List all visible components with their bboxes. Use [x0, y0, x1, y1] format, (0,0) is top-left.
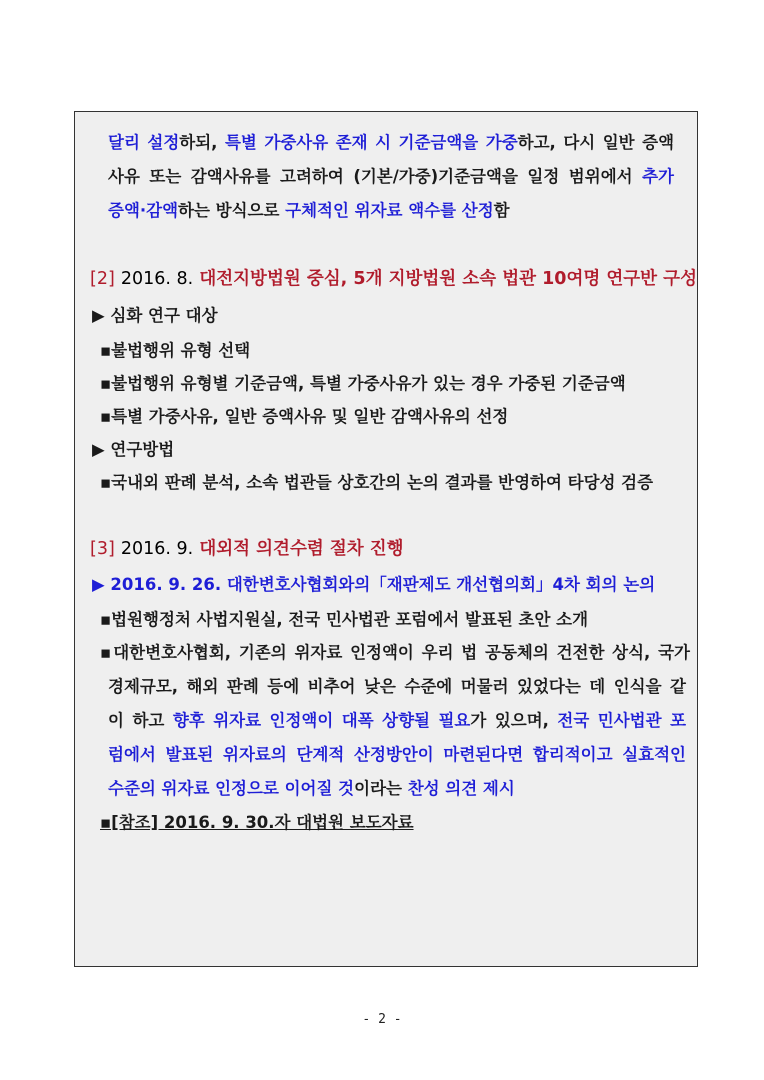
s1-l3-b: 하는 방식으로: [178, 201, 286, 220]
s3-p-l3-c: 가 있으며,: [470, 711, 558, 730]
s3-p-l2: 경제규모, 해외 판례 등에 비추어 낮은 수준에 머물러 있었다는 데 인식을 같: [108, 677, 686, 696]
s1-line-1: [108, 132, 674, 154]
s1-l3-a: 증액·감액: [108, 201, 179, 220]
s1-l3-d: 함: [493, 201, 510, 220]
s1-l2-b: 추가: [642, 167, 674, 186]
s3-date: 2016. 9.: [120, 539, 194, 559]
page-number: - 2 -: [362, 1012, 402, 1027]
s3-p-l4-a: 럼에서 발표된 위자료의 단계적 산정방안이 마련된다면 합리적이고 실효적인: [108, 745, 686, 764]
s3-p-l1: ▪대한변호사협회, 기존의 위자료 인정액이 우리 법 공동체의 건전한 상식, 국가: [100, 643, 690, 662]
s3-p-l3-d: 전국 민사법관 포: [557, 711, 687, 730]
s3-p-l5-a: 수준의 위자료 인정으로 이어질 것: [108, 779, 355, 798]
s2-number: [2]: [90, 269, 115, 289]
s1-l3-c: 구체적인 위자료 액수를 산정: [285, 201, 494, 220]
s3-list-item: ▪법원행정처 사법지원실, 전국 민사법관 포럼에서 발표된 초안 소개: [100, 610, 589, 629]
s3-para-line-2: [108, 676, 686, 698]
s3-para-line-5: [108, 778, 515, 800]
s3-p-l5-b: 이라는: [354, 779, 408, 798]
s3-para-line-3: [108, 710, 686, 732]
s3-p-l5-c: 찬성 의견 제시: [407, 779, 515, 798]
s3-p-l3-a: 이 하고: [108, 711, 173, 730]
s1-l1-a: 달리 설정: [108, 133, 180, 152]
s3-title: 대외적 의견수렴 절차 진행: [199, 539, 404, 559]
s1-l1-d: 하고, 다시 일반 증액: [517, 133, 675, 152]
s2-title: 대전지방법원 중심, 5개 지방법원 소속 법관 10여명 연구반 구성: [199, 269, 697, 289]
s3-number: [3]: [90, 539, 115, 559]
s2-subheading-2: ▶ 연구방법: [92, 440, 175, 459]
s2-subheading-1: ▶ 심화 연구 대상: [92, 306, 218, 325]
s3-para-line-4: [108, 744, 686, 766]
s2-list-item: ▪불법행위 유형 선택: [100, 341, 251, 360]
s2-date: 2016. 8.: [120, 269, 194, 289]
s1-l1-b: 하되,: [179, 133, 225, 152]
s1-line-3: [108, 200, 510, 222]
s2-list-item: ▪불법행위 유형별 기준금액, 특별 가중사유가 있는 경우 가중된 기준금액: [100, 374, 626, 393]
section-2-heading: [90, 268, 697, 290]
s3-subheading: ▶ 2016. 9. 26. 대한변호사협회와의「재판제도 개선협의회」4차 회의 논의: [92, 575, 656, 594]
s1-l2-a: 사유 또는 감액사유를 고려하여 (기본/가중)기준금액을 일정 범위에서: [108, 167, 643, 186]
s1-line-2: [108, 166, 674, 188]
s2-list-item: ▪특별 가중사유, 일반 증액사유 및 일반 감액사유의 선정: [100, 407, 509, 426]
s2-list-item: ▪국내외 판례 분석, 소속 법관들 상호간의 논의 결과를 반영하여 타당성 검증: [100, 473, 654, 492]
section-3-heading: [90, 538, 404, 560]
s1-l1-c: 특별 가중사유 존재 시 기준금액을 가중: [224, 133, 518, 152]
s3-para-line-1: [100, 642, 690, 664]
reference-link[interactable]: ▪[참조] 2016. 9. 30.자 대법원 보도자료: [100, 813, 414, 832]
s3-p-l3-b: 향후 위자료 인정액이 대폭 상향될 필요: [172, 711, 471, 730]
